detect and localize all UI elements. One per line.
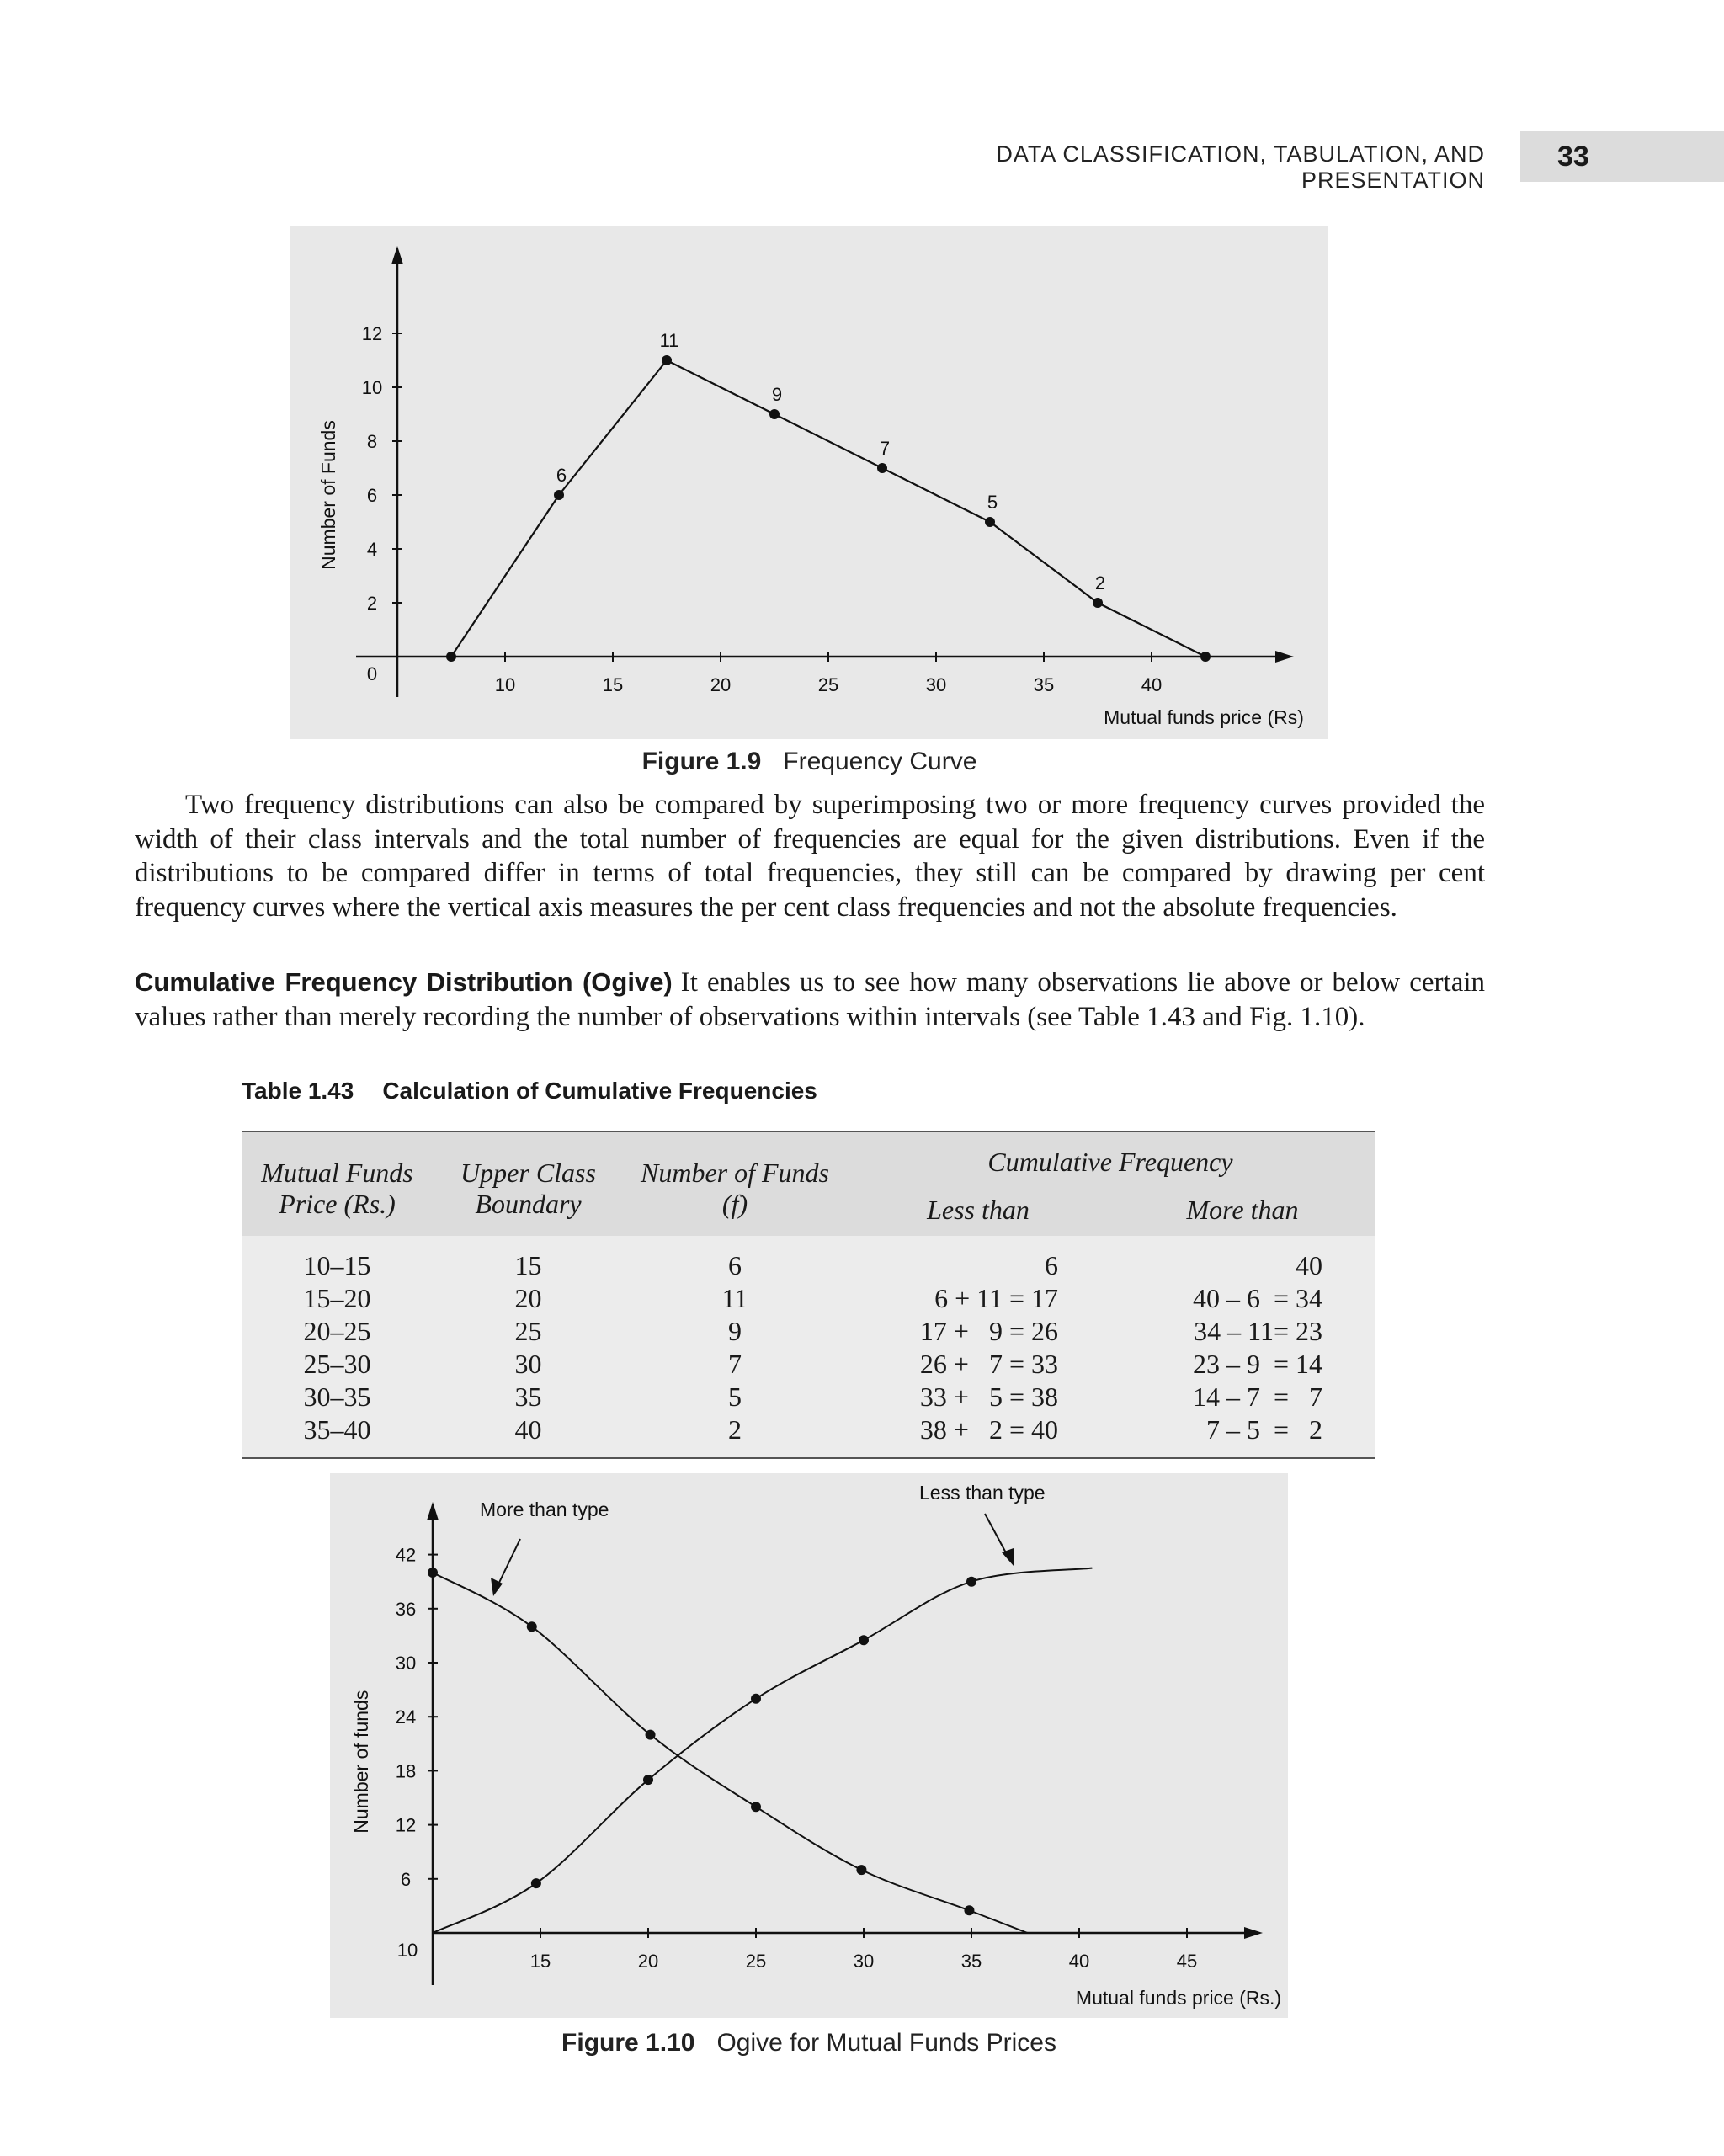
data-point [531,1878,541,1888]
ogive-figure [330,1473,1288,2018]
table-row [242,1315,1375,1348]
table-cell: 6 + 11 = 17 [846,1282,1110,1315]
data-point [966,1577,976,1587]
table-cell: 20 [433,1282,624,1315]
y-tick-label: 2 [366,593,378,614]
data-label: 7 [879,438,891,459]
series-curve [433,1573,1028,1933]
figure-caption-text: Ogive for Mutual Funds Prices [716,2029,1056,2057]
x-tick-label: 20 [637,1951,659,1972]
x-tick-label: 35 [960,1951,982,1972]
ogive-chart [330,1473,1288,2018]
table-cell: 7 [624,1348,846,1381]
data-point [662,355,672,365]
table-cell: 30 [433,1348,624,1381]
table-number: Table 1.43 [242,1078,354,1104]
data-point [643,1775,653,1785]
figure-caption-number: Figure 1.9 [641,748,762,775]
y-axis-label: Number of funds [350,1690,372,1834]
data-point [985,517,995,527]
y-tick-label: 4 [366,539,378,560]
data-point [1200,652,1211,662]
figure-caption-1-9 [290,748,1328,776]
table-cell: 23 – 9 = 14 [1110,1348,1375,1381]
table-cell: 9 [624,1315,846,1348]
table-row [242,1236,1375,1282]
y-axis-arrow [427,1502,439,1520]
y-axis-label: Number of Funds [317,420,339,570]
annotation-arrowhead-less [1002,1548,1014,1566]
x-axis-arrow [1275,651,1294,663]
x-tick-label: 45 [1176,1951,1198,1972]
x-tick-label: 40 [1068,1951,1090,1972]
y-tick-label: 42 [395,1544,417,1566]
x-tick-label: 25 [817,674,839,695]
header-more-than: More than [1110,1184,1375,1236]
x-axis-label: Mutual funds price (Rs) [1104,706,1304,728]
body-paragraph [135,788,1485,924]
table-row [242,1282,1375,1315]
y-tick-label: 30 [395,1653,417,1674]
y-tick-label: 10 [361,377,383,398]
table-cell: 35 [433,1381,624,1413]
table-cell: 11 [624,1282,846,1315]
table-row [242,1413,1375,1458]
table-cell: 15–20 [242,1282,433,1315]
x-tick-label: 20 [710,674,732,695]
data-point [554,490,564,500]
frequency-curve-figure [290,226,1328,739]
data-label: 6 [556,465,567,486]
data-point [877,463,887,473]
table-cell: 10–15 [242,1236,433,1282]
page-number: 33 [1520,131,1724,182]
ogive-paragraph [135,966,1485,1034]
data-label: 5 [987,492,998,513]
table-cell: 14 – 7 = 7 [1110,1381,1375,1413]
annotation-arrow-less [985,1514,1008,1557]
origin-label: 10 [396,1940,418,1961]
annotation-less-than: Less than type [919,1482,1046,1504]
table-cell: 20–25 [242,1315,433,1348]
y-tick-label: 0 [366,663,378,684]
table-cell: 30–35 [242,1381,433,1413]
table-cell: 40 [433,1413,624,1458]
table-cell: 38 + 2 = 40 [846,1413,1110,1458]
table-cell: 6 [846,1236,1110,1282]
x-axis-arrow [1244,1927,1263,1939]
paragraph-text: It enables us to see how many observations lie above or below certain values rather than merely recording the number of observations within intervals (see Table 1.43 and Fig. 1.10). [135,967,1486,1032]
table-title [242,1078,817,1105]
table-cell: 40 [1110,1236,1375,1282]
y-tick-label: 6 [400,1868,412,1890]
data-point [751,1694,761,1704]
y-tick-label: 18 [395,1760,417,1782]
x-tick-label: 15 [529,1951,551,1972]
table-row [242,1348,1375,1381]
table-cell: 25 [433,1315,624,1348]
table-cell: 2 [624,1413,846,1458]
data-label: 9 [771,384,783,405]
series-line [451,360,1205,657]
x-tick-label: 25 [745,1951,767,1972]
data-label: 2 [1094,572,1106,594]
paragraph-text: Two frequency distributions can also be compared by superimposing two or more frequency curves provided the width of their class intervals and the total number of frequencies are equal for the given distributions. Even if the distributions to be compared differ in terms of total frequencies, they still can be compared by drawing per cent frequency curves where the vertical axis measures the per cent class frequencies and not the absolute frequencies. [135,790,1485,923]
x-tick-label: 30 [925,674,947,695]
data-point [1093,598,1103,608]
table-cell: 35–40 [242,1413,433,1458]
frequency-curve-chart [290,226,1328,739]
annotation-arrow-more [497,1539,520,1588]
y-tick-label: 12 [361,323,383,344]
table-cell: 33 + 5 = 38 [846,1381,1110,1413]
y-tick-label: 6 [366,485,378,506]
data-point [428,1568,438,1578]
data-point [446,652,456,662]
table-cell: 25–30 [242,1348,433,1381]
table-cell: 5 [624,1381,846,1413]
y-tick-label: 8 [366,431,378,452]
header-cumulative-frequency: Cumulative Frequency [846,1131,1375,1184]
data-point [856,1865,866,1875]
figure-caption-text: Frequency Curve [783,748,977,775]
header-price: Mutual Funds Price (Rs.) [242,1131,433,1236]
x-tick-label: 40 [1141,674,1163,695]
header-number-of-funds: Number of Funds (f) [624,1131,846,1236]
data-point [527,1621,537,1632]
table-cell: 6 [624,1236,846,1282]
data-point [751,1802,761,1812]
x-tick-label: 10 [494,674,516,695]
running-header: DATA CLASSIFICATION, TABULATION, AND PRESENTATION [996,141,1485,193]
table-cell: 15 [433,1236,624,1282]
data-point [646,1730,656,1740]
cumulative-frequency-table [242,1131,1375,1459]
table-cell: 34 – 11= 23 [1110,1315,1375,1348]
y-tick-label: 36 [395,1598,417,1620]
x-tick-label: 30 [853,1951,875,1972]
table-cell: 7 – 5 = 2 [1110,1413,1375,1458]
header-upper-boundary: Upper Class Boundary [433,1131,624,1236]
y-tick-label: 12 [395,1814,417,1836]
figure-caption-1-10 [330,2029,1288,2058]
table-cell: 40 – 6 = 34 [1110,1282,1375,1315]
y-axis-arrow [391,246,403,264]
data-point [964,1905,974,1915]
table-cell: 26 + 7 = 33 [846,1348,1110,1381]
table-cell: 17 + 9 = 26 [846,1315,1110,1348]
y-tick-label: 24 [395,1706,417,1728]
table-row [242,1381,1375,1413]
data-point [769,409,780,419]
data-label: 11 [659,330,679,351]
data-point [859,1635,869,1645]
table-title-text: Calculation of Cumulative Frequencies [382,1078,817,1104]
x-axis-label: Mutual funds price (Rs.) [1075,1987,1282,2009]
paragraph-lead-heading: Cumulative Frequency Distribution (Ogive) [135,967,673,997]
x-tick-label: 35 [1033,674,1055,695]
x-tick-label: 15 [602,674,624,695]
header-less-than: Less than [846,1184,1110,1236]
annotation-more-than: More than type [480,1499,609,1520]
figure-caption-number: Figure 1.10 [561,2029,695,2057]
